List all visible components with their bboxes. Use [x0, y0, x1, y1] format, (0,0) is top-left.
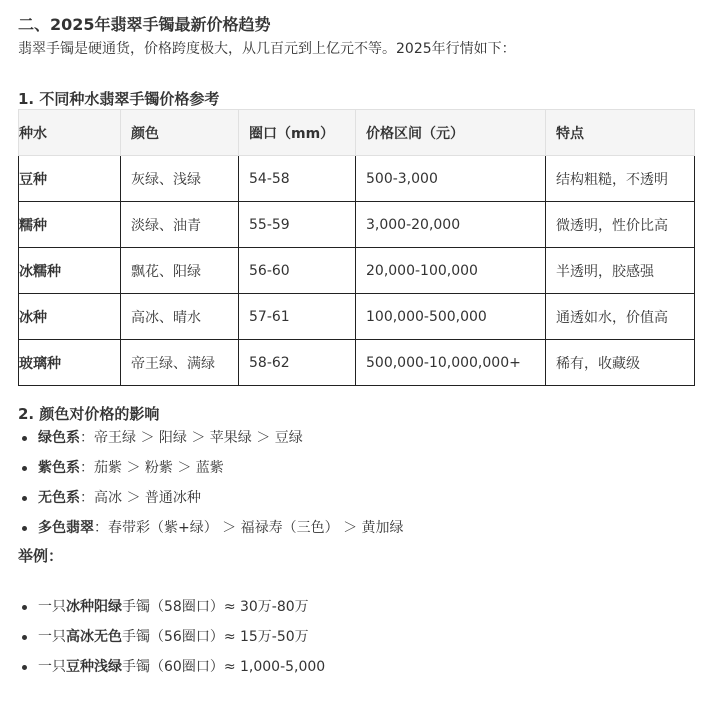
list-item [18, 483, 404, 513]
item-label: 无色系 [38, 490, 80, 506]
table-cell: 3,000-20,000 [356, 202, 546, 248]
list-item [18, 423, 404, 453]
header-cell: 种水 [19, 110, 121, 156]
item-text: ：高冰 ＞ 普通冰种 [80, 490, 201, 506]
header-cell: 圈口（mm） [239, 110, 356, 156]
table-row [19, 248, 695, 294]
table-cell: 高冰、晴水 [121, 294, 239, 340]
header-cell: 价格区间（元） [356, 110, 546, 156]
table-cell: 冰种 [19, 294, 121, 340]
text: 一只 [38, 629, 66, 645]
table-cell: 500-3,000 [356, 156, 546, 202]
table-cell: 帝王绿、满绿 [121, 340, 239, 386]
item-label: 紫色系 [38, 460, 80, 476]
item-label: 绿色系 [38, 430, 80, 446]
table-cell: 淡绿、油青 [121, 202, 239, 248]
table-cell: 飘花、阳绿 [121, 248, 239, 294]
item-text: ：帝王绿 ＞ 阳绿 ＞ 苹果绿 ＞ 豆绿 [80, 430, 303, 446]
table-cell: 稀有，收藏级 [546, 340, 695, 386]
table-cell: 500,000-10,000,000+ [356, 340, 546, 386]
table-cell: 冰糯种 [19, 248, 121, 294]
list-item [18, 453, 404, 483]
header-cell: 颜色 [121, 110, 239, 156]
table-cell: 半透明，胶感强 [546, 248, 695, 294]
price-table-title: 1. 不同种水翡翠手镯价格参考 [18, 90, 220, 108]
text: 一只 [38, 659, 66, 675]
table-cell: 54-58 [239, 156, 356, 202]
table-cell: 20,000-100,000 [356, 248, 546, 294]
text: 手镯（58圈口）≈ 30万-80万 [122, 599, 309, 615]
table-cell: 58-62 [239, 340, 356, 386]
table-cell: 灰绿、浅绿 [121, 156, 239, 202]
table-header-row [19, 110, 695, 156]
examples-list [18, 592, 325, 682]
table-cell: 100,000-500,000 [356, 294, 546, 340]
text: 一只 [38, 599, 66, 615]
table-row [19, 156, 695, 202]
header-cell: 特点 [546, 110, 695, 156]
table-row [19, 340, 695, 386]
table-cell: 56-60 [239, 248, 356, 294]
section-heading: 二、2025年翡翠手镯最新价格趋势 [18, 15, 271, 34]
item-text: ：茄紫 ＞ 粉紫 ＞ 蓝紫 [80, 460, 224, 476]
table-cell: 微透明，性价比高 [546, 202, 695, 248]
table-cell: 55-59 [239, 202, 356, 248]
table-cell: 糯种 [19, 202, 121, 248]
color-section-title: 2. 颜色对价格的影响 [18, 405, 160, 423]
price-table [18, 109, 695, 386]
table-cell: 豆种 [19, 156, 121, 202]
example-item [18, 592, 325, 622]
text: 手镯（56圈口）≈ 15万-50万 [122, 629, 309, 645]
color-list [18, 423, 404, 543]
item-text: ：春带彩（紫+绿） ＞ 福禄寿（三色） ＞ 黄加绿 [94, 520, 404, 536]
table-row [19, 294, 695, 340]
examples-title: 举例： [18, 547, 64, 565]
bold-text: 豆种浅绿 [66, 659, 122, 675]
bold-text: 冰种阳绿 [66, 599, 122, 615]
table-row [19, 202, 695, 248]
table-cell: 玻璃种 [19, 340, 121, 386]
table-cell: 通透如水，价值高 [546, 294, 695, 340]
table-cell: 结构粗糙，不透明 [546, 156, 695, 202]
list-item [18, 513, 404, 543]
table-cell: 57-61 [239, 294, 356, 340]
intro-text: 翡翠手镯是硬通货，价格跨度极大，从几百元到上亿元不等。2025年行情如下： [18, 41, 516, 57]
text: 手镯（60圈口）≈ 1,000-5,000 [122, 659, 326, 675]
item-label: 多色翡翠 [38, 520, 94, 536]
bold-text: 高冰无色 [66, 629, 122, 645]
example-item [18, 622, 325, 652]
example-item [18, 652, 325, 682]
